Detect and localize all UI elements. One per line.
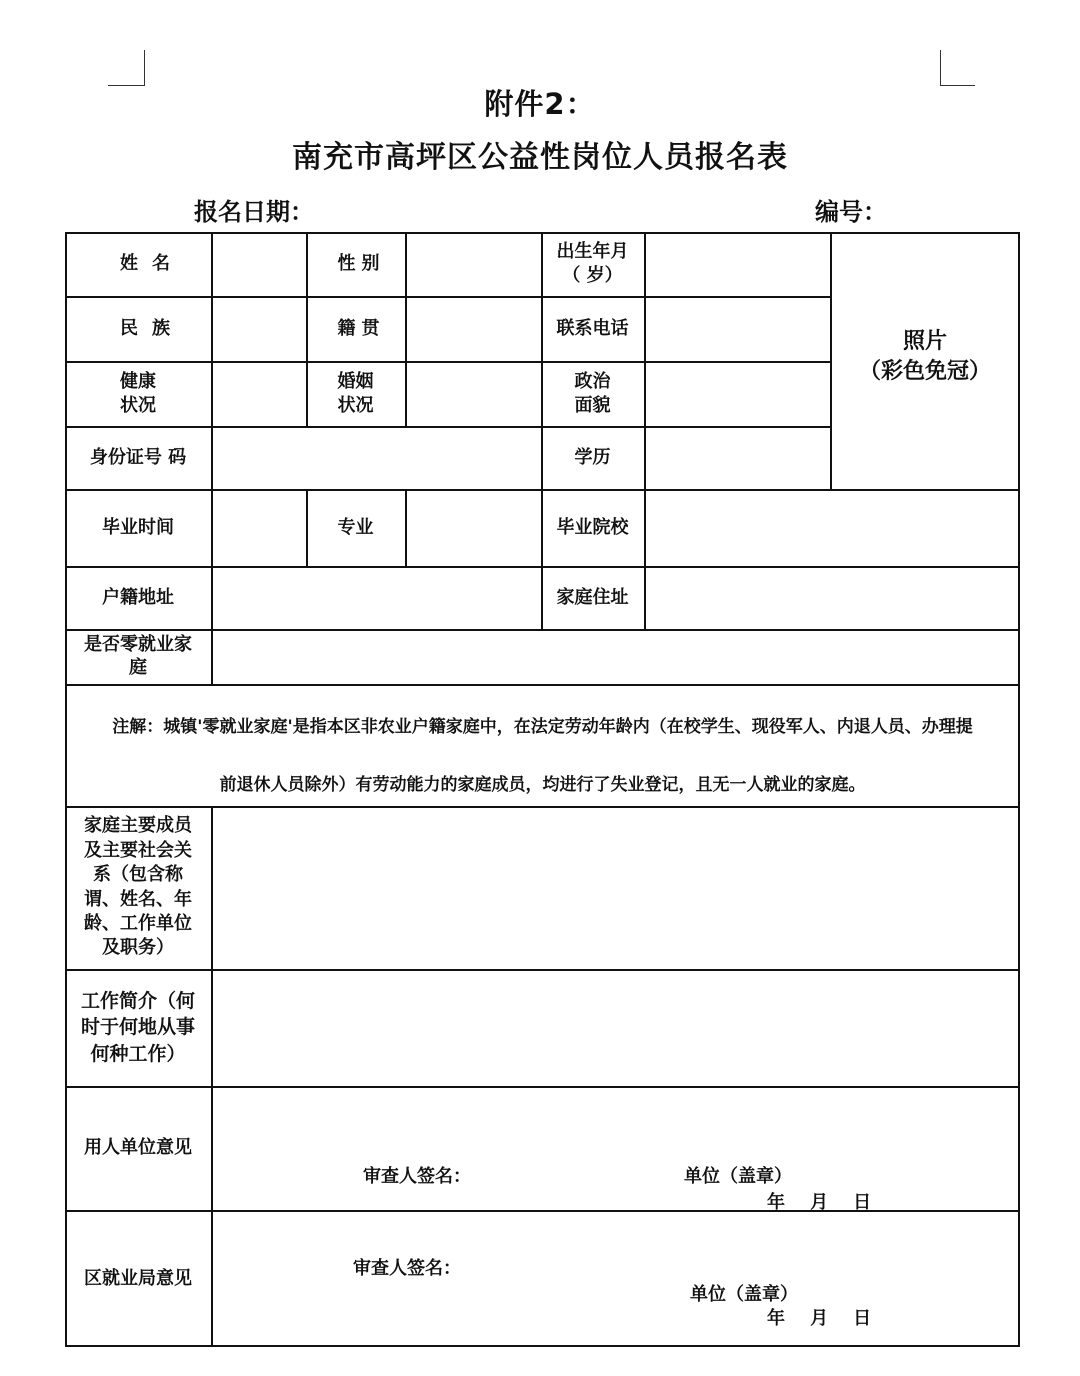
- employer-reviewer-signature-label: 审查人签名：: [363, 1166, 471, 1187]
- hukou-address-field[interactable]: [213, 568, 541, 629]
- work-label-line: 何种工作）: [90, 1042, 186, 1065]
- employer-date-label: 年 月 日: [767, 1192, 872, 1213]
- zero-employment-field[interactable]: [213, 631, 1018, 684]
- work-label-line: 时于何地从事: [80, 1016, 195, 1039]
- photo-label-line2: （彩色免冠）: [858, 359, 991, 384]
- zero-employment-label-line1: 是否零就业家: [84, 634, 192, 655]
- education-label: 学历: [574, 446, 611, 468]
- work-summary-label: [65, 969, 211, 1086]
- corner-mark-top-left: [108, 50, 145, 86]
- gender-field[interactable]: [407, 234, 541, 296]
- major-field[interactable]: [407, 491, 541, 566]
- birth-label-line1: 出生年月: [556, 241, 629, 263]
- major-label: 专业: [337, 516, 374, 538]
- political-field[interactable]: [646, 363, 830, 426]
- name-field[interactable]: [213, 234, 306, 296]
- home-address-field[interactable]: [646, 568, 1018, 629]
- political-label-line1: 政治: [574, 370, 611, 392]
- hukou-address-label: 户籍地址: [102, 586, 174, 608]
- bureau-reviewer-signature-label: 审查人签名：: [353, 1258, 461, 1279]
- health-field[interactable]: [213, 363, 306, 426]
- native-place-field[interactable]: [407, 298, 541, 361]
- ethnicity-label: 民族: [120, 317, 184, 339]
- family-members-label: [65, 806, 211, 969]
- health-label-line1: 健康: [120, 370, 156, 392]
- corner-mark-top-right: [940, 50, 975, 86]
- birth-field[interactable]: [646, 234, 830, 296]
- bureau-unit-seal-label: 单位（盖章）: [690, 1284, 798, 1305]
- phone-field[interactable]: [646, 298, 830, 361]
- family-label-line: 系（包含称: [93, 864, 183, 886]
- health-label-line2: 状况: [120, 394, 156, 416]
- ethnicity-field[interactable]: [213, 298, 306, 361]
- marital-field[interactable]: [407, 363, 541, 426]
- registration-form-table: [65, 232, 1020, 1347]
- form-title: 南充市高坪区公益性岗位人员报名表: [292, 140, 788, 175]
- graduation-time-field[interactable]: [213, 491, 306, 566]
- family-label-line: 及主要社会关: [84, 839, 192, 861]
- marital-label-line1: 婚姻: [337, 370, 374, 392]
- graduation-time-label: 毕业时间: [102, 516, 174, 538]
- photo-box[interactable]: [832, 322, 1018, 392]
- phone-label: 联系电话: [556, 317, 629, 339]
- family-label-line: 家庭主要成员: [84, 815, 192, 837]
- school-label: 毕业院校: [556, 516, 629, 538]
- family-members-field[interactable]: [213, 808, 1018, 969]
- note-line-1: 注解：城镇'零就业家庭'是指本区非农业户籍家庭中，在法定劳动年龄内（在校学生、现役军人、内退人员、办理提: [112, 717, 973, 737]
- bureau-opinion-field[interactable]: [213, 1212, 1018, 1345]
- id-number-label: 身份证号 码: [89, 446, 187, 468]
- education-field[interactable]: [646, 428, 830, 489]
- zero-employment-label-line2: 庭: [129, 656, 147, 678]
- attachment-label: 附件2：: [484, 87, 596, 121]
- work-label-line: 工作简介（何: [80, 989, 195, 1012]
- birth-label-line2: （ 岁）: [562, 265, 623, 286]
- native-place-label: 籍贯: [337, 317, 386, 339]
- family-label-line: 及职务）: [102, 937, 174, 959]
- health-label: [65, 361, 211, 426]
- birth-label: [541, 232, 644, 296]
- employer-unit-seal-label: 单位（盖章）: [684, 1166, 792, 1187]
- registration-date-label: 报名日期：: [194, 198, 314, 226]
- gender-label: 性别: [337, 253, 386, 275]
- id-number-field[interactable]: [213, 428, 541, 489]
- family-label-line: 龄、工作单位: [84, 912, 192, 934]
- photo-label-line1: 照片: [902, 329, 947, 355]
- school-field[interactable]: [646, 491, 1018, 566]
- employer-opinion-field[interactable]: [213, 1088, 1018, 1210]
- employer-opinion-label: 用人单位意见: [84, 1137, 192, 1159]
- political-label-line2: 面貌: [574, 394, 611, 416]
- marital-label: [306, 361, 405, 426]
- bureau-date-label: 年 月 日: [767, 1308, 872, 1329]
- bureau-opinion-label: 区就业局意见: [84, 1267, 192, 1289]
- political-label: [541, 361, 644, 426]
- zero-employment-label: [65, 629, 211, 684]
- serial-number-label: 编号：: [815, 198, 887, 226]
- note-line-2: 前退休人员除外）有劳动能力的家庭成员，均进行了失业登记，且无一人就业的家庭。: [219, 775, 866, 795]
- home-address-label: 家庭住址: [556, 586, 629, 608]
- marital-label-line2: 状况: [337, 394, 374, 416]
- work-summary-field[interactable]: [213, 971, 1018, 1086]
- row-line-7: [65, 684, 1020, 686]
- family-label-line: 谓、姓名、年: [84, 888, 192, 910]
- name-label: 姓名: [120, 253, 184, 275]
